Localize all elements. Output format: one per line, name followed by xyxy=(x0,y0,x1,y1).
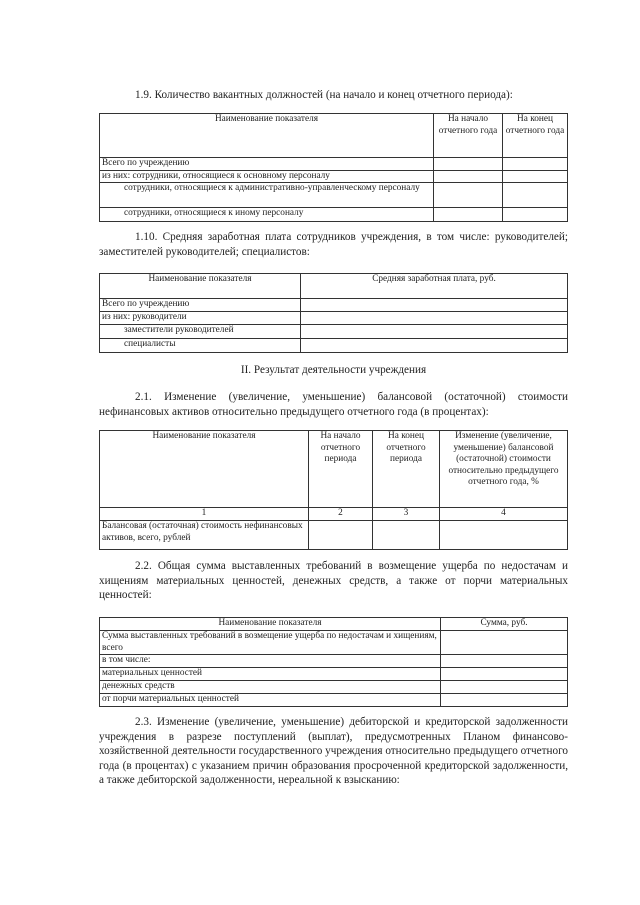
header-name: Наименование показателя xyxy=(100,274,301,299)
section-2-heading: II. Результат деятельности учреждения xyxy=(240,364,427,376)
table-row: в том числе: xyxy=(100,655,441,668)
damages-table xyxy=(99,617,568,707)
header-name: Наименование показателя xyxy=(100,114,434,158)
section-2-1-title: 2.1. Изменение (увеличение, уменьшение) балансовой (остаточной) стоимости нефинансовых активов относительно предыдущего отчетного года (в процентах): xyxy=(99,391,568,418)
header-end: На конец отчетного года xyxy=(503,114,568,158)
table-row: Всего по учреждению xyxy=(100,299,301,312)
column-number: 2 xyxy=(309,508,373,521)
header-name: Наименование показателя xyxy=(100,618,441,631)
column-number: 1 xyxy=(100,508,309,521)
table-row: заместители руководителей xyxy=(100,325,301,339)
header-start: На начало отчетного периода xyxy=(309,431,373,508)
section-1-10-title: 1.10. Средняя заработная плата сотрудников учреждения, в том числе: руководителей; заместителей руководителей; специалистов: xyxy=(99,231,568,258)
column-number: 3 xyxy=(373,508,440,521)
salary-table xyxy=(99,273,568,353)
header-start: На начало отчетного года xyxy=(434,114,503,158)
section-2-2-title: 2.2. Общая сумма выставленных требований в возмещение ущерба по недостачам и хищениям материальных ценностей, денежных средств, а также от порчи материальных ценностей: xyxy=(99,560,568,601)
header-change: Изменение (увеличение, уменьшение) балансовой (остаточной) стоимости относительно предыдущего отчетного года, % xyxy=(440,431,568,508)
table-row: из них: сотрудники, относящиеся к основному персоналу xyxy=(100,170,434,183)
header-name: Наименование показателя xyxy=(100,431,309,508)
table-row: материальных ценностей xyxy=(100,668,441,681)
table-row: Балансовая (остаточная) стоимость нефинансовых активов, всего, рублей xyxy=(100,521,309,550)
table-row: специалисты xyxy=(100,339,301,353)
table-row: Всего по учреждению xyxy=(100,158,434,171)
header-end: На конец отчетного периода xyxy=(373,431,440,508)
column-number: 4 xyxy=(440,508,568,521)
vacancies-table xyxy=(99,113,568,222)
section-1-9-title: 1.9. Количество вакантных должностей (на начало и конец отчетного периода): xyxy=(135,89,513,101)
table-row: денежных средств xyxy=(100,681,441,694)
section-2-3-title: 2.3. Изменение (увеличение, уменьшение) дебиторской и кредиторской задолженности учреждения в разрезе поступлений (выплат), предусмотренных Планом финансово-хозяйственной деятельности государственного учреждения относительно предыдущего отчетного года (в процентах) с указанием причин образования просроченной кредиторской задолженности, а также дебиторской задолженности, нереальной к взысканию: xyxy=(99,716,568,786)
table-row: сотрудники, относящиеся к иному персоналу xyxy=(100,208,434,222)
table-row: Сумма выставленных требований в возмещение ущерба по недостачам и хищениям, всего xyxy=(100,631,441,655)
header-salary: Средняя заработная плата, руб. xyxy=(301,274,568,299)
assets-table xyxy=(99,430,568,550)
table-row: сотрудники, относящиеся к административно-управленческому персоналу xyxy=(100,183,434,208)
table-row: из них: руководители xyxy=(100,312,301,325)
table-row: от порчи материальных ценностей xyxy=(100,694,441,707)
header-sum: Сумма, руб. xyxy=(441,618,568,631)
